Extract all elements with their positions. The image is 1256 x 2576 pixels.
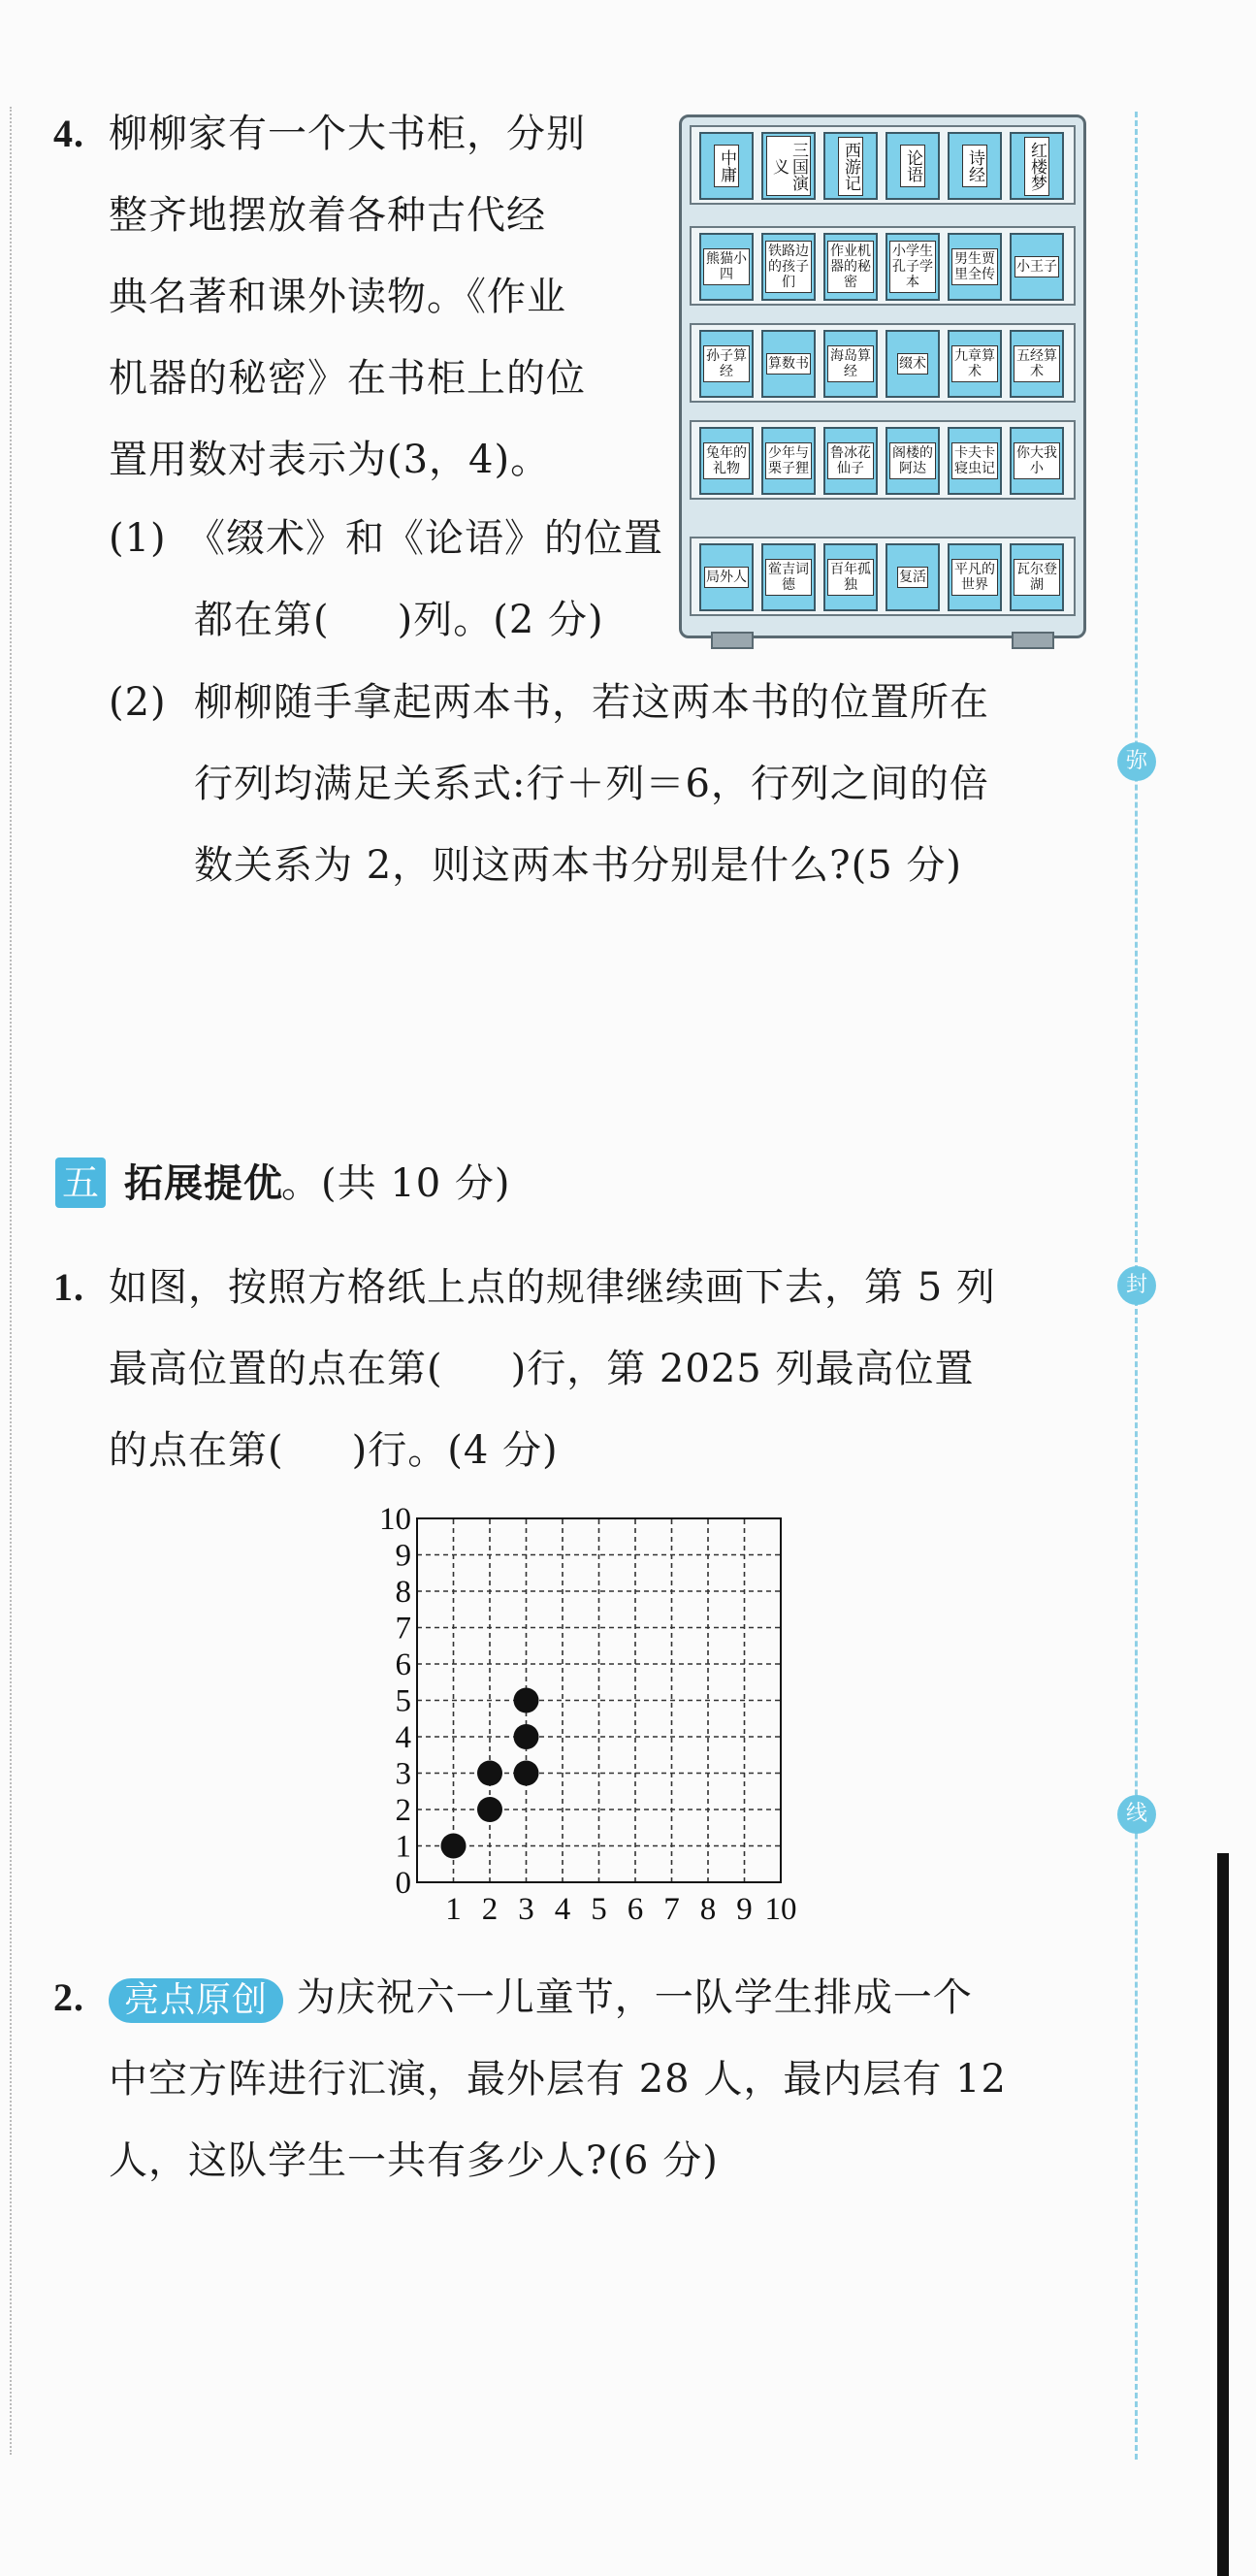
y-tick-label: 2 — [395, 1793, 411, 1828]
book-title: 海岛算经 — [827, 345, 874, 382]
book-title: 鲎吉词德 — [765, 559, 812, 596]
data-point — [477, 1797, 502, 1822]
x-tick-label: 1 — [445, 1892, 462, 1927]
book — [948, 543, 1002, 611]
book-title: 诗经 — [962, 145, 987, 187]
problem-text-line: 最高位置的点在第( )行，第 2025 列最高位置 — [109, 1347, 975, 1391]
problem-text-line: 机器的秘密》在书柜上的位 — [109, 356, 586, 401]
left-margin-rule — [10, 107, 12, 2455]
problem-text-line: 整齐地摆放着各种古代经 — [109, 193, 546, 238]
book-title: 平凡的世界 — [951, 559, 998, 596]
binding-mark-mi: 弥 — [1117, 742, 1156, 781]
book — [699, 427, 754, 495]
sub-question-label: (1) — [109, 516, 167, 561]
book — [761, 233, 816, 301]
x-tick-label: 5 — [591, 1892, 607, 1927]
book-title: 作业机器的秘密 — [827, 241, 874, 293]
shelf-row — [690, 125, 1076, 205]
book — [886, 132, 940, 200]
page-edge-shadow — [1217, 1853, 1229, 2576]
book-title: 瓦尔登湖 — [1014, 559, 1060, 596]
y-tick-label: 0 — [395, 1866, 411, 1901]
shelf-foot — [711, 632, 754, 649]
book-title: 九章算术 — [951, 345, 998, 382]
sub-question-text: 柳柳随手拿起两本书，若这两本书的位置所在 — [194, 680, 989, 725]
book — [699, 543, 754, 611]
problem-text-line: 典名著和课外读物。《作业 — [109, 275, 566, 319]
book-title: 男生贾里全传 — [951, 248, 998, 285]
problem-text-line: 的点在第( )行。(4 分) — [109, 1428, 559, 1473]
sub-question-text: 行列均满足关系式:行＋列＝6，行列之间的倍 — [194, 762, 989, 806]
y-tick-label: 4 — [395, 1720, 411, 1755]
y-tick-label: 6 — [395, 1647, 411, 1682]
y-tick-label: 5 — [395, 1683, 411, 1719]
section-badge: 五 — [55, 1158, 106, 1208]
shelf-row — [690, 323, 1076, 403]
book-title: 阁楼的阿达 — [889, 442, 936, 479]
book — [948, 132, 1002, 200]
book — [1010, 233, 1064, 301]
y-tick-label: 1 — [395, 1829, 411, 1865]
x-tick-label: 2 — [481, 1892, 499, 1927]
book — [1010, 543, 1064, 611]
book-title: 百年孤独 — [827, 559, 874, 596]
book — [761, 543, 816, 611]
book-title: 局外人 — [704, 567, 749, 588]
book — [823, 543, 878, 611]
problem-number: 1. — [53, 1265, 84, 1309]
sub-question-text: 都在第( )列。(2 分) — [194, 598, 604, 642]
book — [1010, 132, 1064, 200]
data-point — [514, 1724, 539, 1749]
y-tick-label: 9 — [395, 1538, 411, 1574]
book — [886, 543, 940, 611]
book — [886, 330, 940, 398]
book-title: 缀术 — [897, 353, 928, 375]
book-title: 你大我小 — [1014, 442, 1060, 479]
x-tick-label: 9 — [736, 1892, 753, 1927]
book — [1010, 427, 1064, 495]
book — [823, 427, 878, 495]
book-title: 铁路边的孩子们 — [765, 241, 812, 293]
x-tick-label: 10 — [764, 1892, 797, 1927]
problem-text-line: 亮点原创 为庆祝六一儿童节，一队学生排成一个 — [109, 1957, 973, 2038]
book-title: 五经算术 — [1014, 345, 1060, 382]
shelf-foot — [1012, 632, 1054, 649]
x-tick-label: 6 — [627, 1892, 644, 1927]
y-tick-label: 7 — [395, 1611, 411, 1647]
book-title: 复活 — [897, 567, 928, 588]
book — [948, 330, 1002, 398]
book — [948, 233, 1002, 301]
book — [761, 427, 816, 495]
book — [823, 330, 878, 398]
book — [699, 132, 754, 200]
problem-text-line: 柳柳家有一个大书柜，分别 — [109, 112, 586, 156]
book — [886, 233, 940, 301]
book-title: 三国演义 — [766, 136, 811, 196]
book — [886, 427, 940, 495]
book-title: 小王子 — [1014, 256, 1059, 277]
problem-text-line: 人，这队学生一共有多少人?(6 分) — [109, 2138, 719, 2183]
section-score: 。(共 10 分) — [281, 1161, 511, 1206]
x-tick-label: 3 — [518, 1892, 534, 1927]
data-point — [514, 1688, 539, 1713]
book — [948, 427, 1002, 495]
book-title: 鲁冰花仙子 — [827, 442, 874, 479]
bookshelf — [679, 114, 1086, 638]
binding-mark-feng: 封 — [1117, 1266, 1156, 1305]
book — [761, 330, 816, 398]
book — [699, 330, 754, 398]
book — [1010, 330, 1064, 398]
book-title: 论语 — [900, 145, 925, 187]
y-tick-label: 10 — [379, 1502, 411, 1537]
book-title: 熊猫小四 — [703, 248, 750, 285]
book-title: 少年与栗子狸 — [765, 442, 812, 479]
book — [699, 233, 754, 301]
section-title: 拓展提优 — [124, 1161, 283, 1206]
original-tag: 亮点原创 — [109, 1978, 283, 2023]
book — [823, 132, 878, 200]
problem-number: 2. — [53, 1975, 84, 2019]
shelf-row — [690, 537, 1076, 616]
book-title: 小学生孔子学本 — [889, 241, 936, 293]
shelf-row — [690, 226, 1076, 306]
book-title: 西游记 — [838, 137, 863, 196]
binding-mark-xian: 线 — [1117, 1795, 1156, 1834]
problem-text-line: 置用数对表示为(3，4)。 — [109, 438, 551, 482]
problem-text-line: 如图，按照方格纸上点的规律继续画下去，第 5 列 — [109, 1265, 996, 1310]
x-tick-label: 4 — [554, 1892, 571, 1927]
data-point — [514, 1761, 539, 1786]
problem-text-line: 中空方阵进行汇演，最外层有 28 人，最内层有 12 — [109, 2057, 1007, 2102]
sub-question-label: (2) — [109, 680, 167, 725]
x-tick-label: 7 — [663, 1892, 680, 1927]
book-title: 红楼梦 — [1024, 137, 1049, 196]
data-point — [441, 1834, 467, 1859]
y-tick-label: 8 — [395, 1575, 411, 1610]
book-title: 算数书 — [766, 353, 811, 375]
data-point — [477, 1761, 502, 1786]
book — [823, 233, 878, 301]
sub-question-text: 《缀术》和《论语》的位置 — [186, 516, 663, 561]
sub-question-text: 数关系为 2，则这两本书分别是什么?(5 分) — [194, 843, 962, 888]
book-title: 兔年的礼物 — [703, 442, 750, 479]
book — [761, 132, 816, 200]
dot-grid-chart — [369, 1499, 815, 1945]
problem-number: 4. — [53, 112, 84, 155]
book-title: 中庸 — [714, 145, 739, 187]
x-tick-label: 8 — [699, 1892, 717, 1927]
book-title: 孙子算经 — [703, 345, 750, 382]
shelf-row — [690, 420, 1076, 500]
y-tick-label: 3 — [395, 1756, 411, 1792]
book-title: 卡夫卡寝虫记 — [951, 442, 998, 479]
